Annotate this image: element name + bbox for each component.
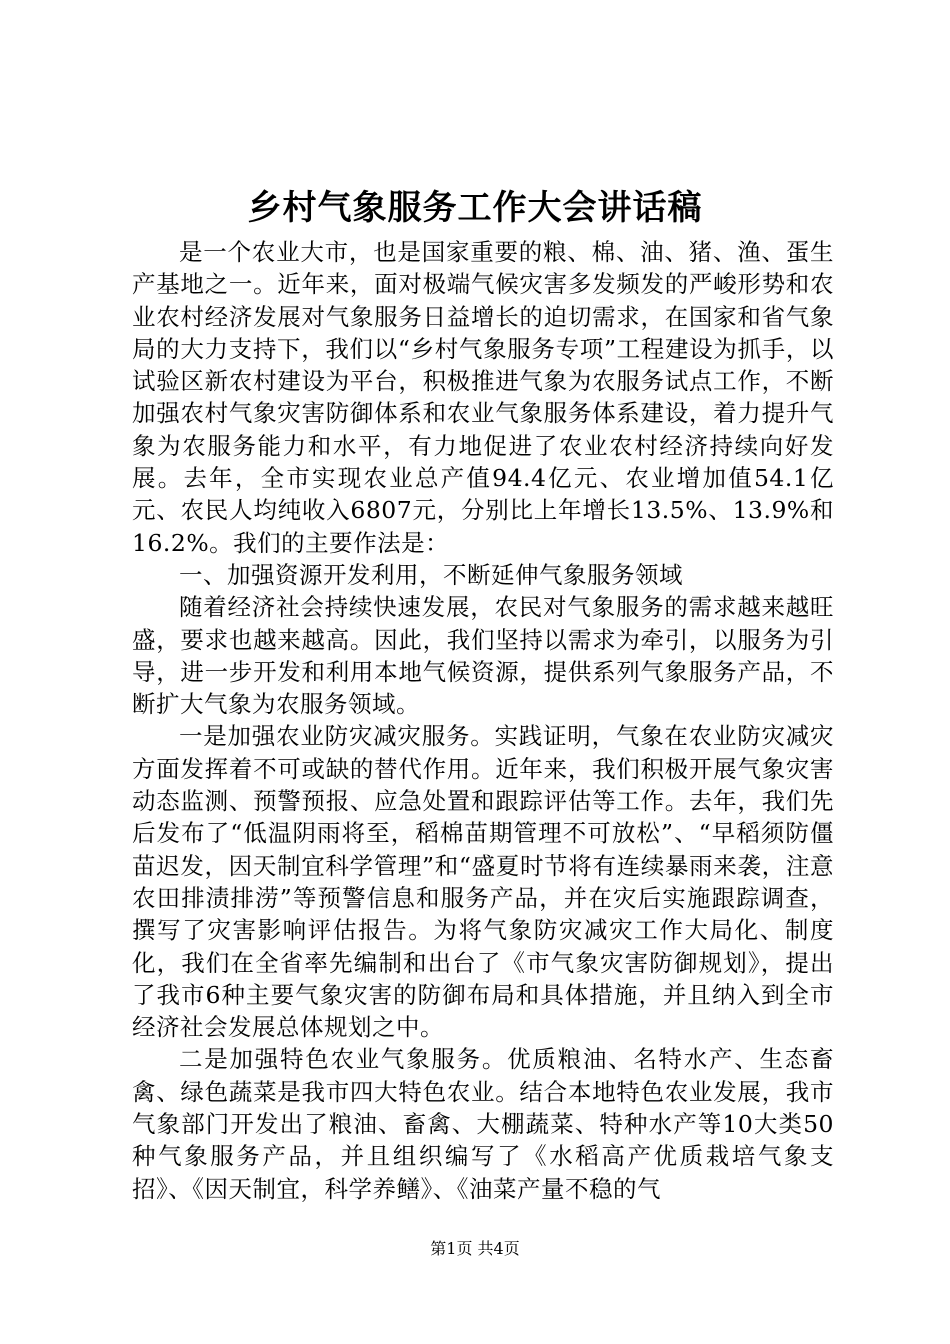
document-body bbox=[132, 236, 834, 1205]
section-intro-paragraph: 随着经济社会持续快速发展，农民对气象服务的需求越来越旺盛，要求也越来越高。因此，我们坚持以需求为牵引，以服务为引导，进一步开发和利用本地气候资源，提供系列气象服务产品，不断扩大气象为农服务领域。 bbox=[132, 593, 834, 719]
section-heading: 一、加强资源开发利用，不断延伸气象服务领域 bbox=[179, 560, 683, 589]
intro-paragraph: 是一个农业大市，也是国家重要的粮、棉、油、猪、渔、蛋生产基地之一。近年来，面对极端气候灾害多发频发的严峻形势和农业农村经济发展对气象服务日益增长的迫切需求，在国家和省气象局的大力支持下，我们以“乡村气象服务专项”工程建设为抓手，以试验区新农村建设为平台，积极推进气象为农服务试点工作，不断加强农村气象灾害防御体系和农业气象服务体系建设，着力提升气象为农服务能力和水平，有力地促进了农业农村经济持续向好发展。去年，全市实现农业总产值94.4亿元、农业增加值54.1亿元、农民人均纯收入6807元，分别比上年增长13.5%、13.9%和16.2%。我们的主要作法是： bbox=[132, 238, 834, 557]
disaster-prevention-paragraph: 一是加强农业防灾减灾服务。实践证明，气象在农业防灾减灾方面发挥着不可或缺的替代作用。近年来，我们积极开展气象灾害动态监测、预警预报、应急处置和跟踪评估等工作。去年，我们先后发布了“低温阴雨将至，稻棉苗期管理不可放松”、“早稻须防僵苗迟发，因天制宜科学管理”和“盛夏时节将有连续暴雨来袭，注意农田排渍排涝”等预警信息和服务产品，并在灾后实施跟踪调查，撰写了灾害影响评估报告。为将气象防灾减灾工作大局化、制度化，我们在全省率先编制和出台了《市气象灾害防御规划》，提出了我市6种主要气象灾害的防御布局和具体措施，并且纳入到全市经济社会发展总体规划之中。 bbox=[132, 722, 834, 1042]
document-title: 乡村气象服务工作大会讲话稿 bbox=[247, 188, 703, 228]
specialty-agriculture-paragraph: 二是加强特色农业气象服务。优质粮油、名特水产、生态畜禽、绿色蔬菜是我市四大特色农业。结合本地特色农业发展，我市气象部门开发出了粮油、畜禽、大棚蔬菜、特种水产等10大类50种气象服务产品，并且组织编写了《水稻高产优质栽培气象支招》、《因天制宜，科学养鳝》、《油菜产量不稳的气 bbox=[132, 1045, 834, 1203]
page-number-footer: 第1页 共4页 bbox=[430, 1239, 520, 1258]
